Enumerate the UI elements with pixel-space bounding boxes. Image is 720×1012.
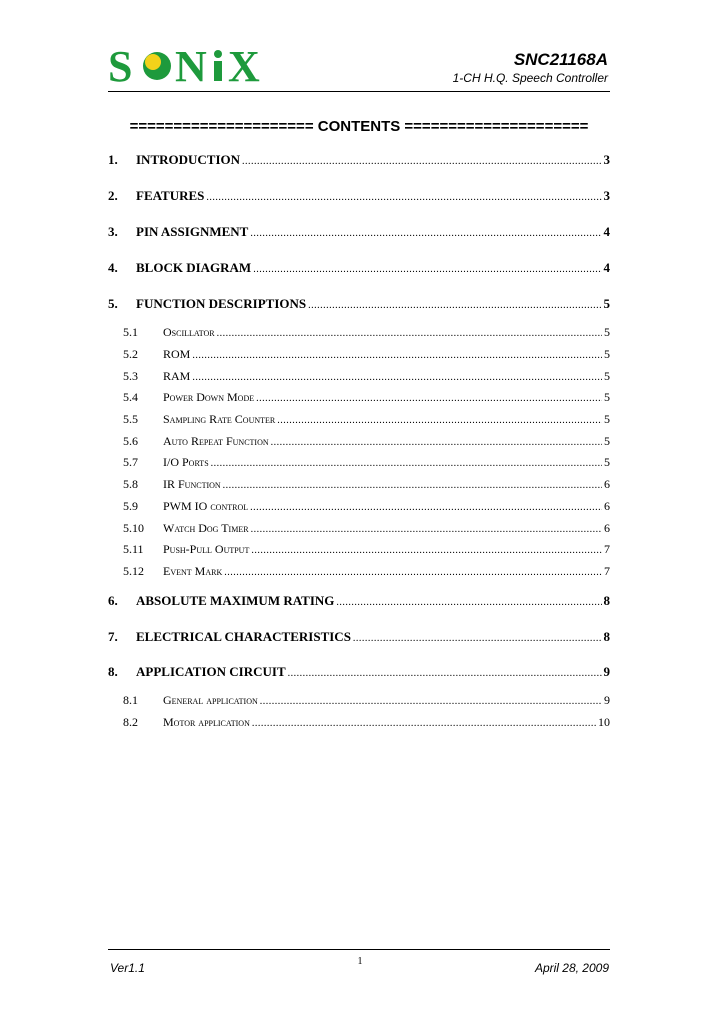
- toc-entry-page: 7: [604, 542, 610, 556]
- toc-entry[interactable]: [108, 542, 610, 557]
- toc-dot-leader: [217, 328, 602, 339]
- toc-entry-number: 5.10: [123, 521, 144, 535]
- toc-entry-title: INTRODUCTION: [136, 152, 241, 167]
- footer-rule: [108, 949, 610, 950]
- toc-entry[interactable]: [108, 369, 610, 384]
- toc-entry-number: 5.7: [123, 455, 138, 469]
- toc-entry-page: 5: [604, 455, 610, 469]
- toc-dot-leader: [336, 597, 601, 608]
- toc-entry-number: 6.: [108, 593, 118, 608]
- toc-dot-leader: [206, 192, 601, 203]
- toc-entry-title: ROM: [163, 347, 191, 361]
- toc-entry-page: 6: [604, 521, 610, 535]
- svg-text:S: S: [108, 43, 133, 85]
- contents-title: ===================== CONTENTS =====================: [129, 118, 589, 135]
- toc-entry[interactable]: [108, 477, 610, 492]
- toc-entry-page: 5: [604, 434, 610, 448]
- toc-entry-number: 5.: [108, 296, 118, 311]
- toc-entry-number: 1.: [108, 152, 118, 167]
- header-rule: [108, 91, 610, 92]
- toc-entry-number: 4.: [108, 260, 118, 275]
- toc-entry-number: 7.: [108, 629, 118, 644]
- toc-entry-title: RAM: [163, 369, 191, 383]
- toc-entry[interactable]: [108, 693, 610, 708]
- toc-entry-number: 5.3: [123, 369, 138, 383]
- toc-entry-title: PIN ASSIGNMENT: [136, 224, 249, 239]
- toc-entry-title: FEATURES: [136, 188, 205, 203]
- toc-entry-page: 6: [604, 477, 610, 491]
- toc-entry-title: IR Function: [163, 477, 221, 491]
- svg-text:N: N: [175, 43, 207, 85]
- toc-entry-number: 5.9: [123, 499, 138, 513]
- toc-entry-title: PWM IO control: [163, 499, 249, 513]
- toc-entry-page: 6: [604, 499, 610, 513]
- toc-dot-leader: [256, 393, 602, 404]
- toc-entry-page: 5: [604, 325, 610, 339]
- toc-entry-page: 5: [604, 369, 610, 383]
- toc-dot-leader: [192, 350, 602, 361]
- toc-entry-number: 5.11: [123, 542, 144, 556]
- product-subtitle: 1-CH H.Q. Speech Controller: [452, 71, 608, 85]
- toc-entry-number: 5.12: [123, 564, 144, 578]
- toc-entry-number: 3.: [108, 224, 118, 239]
- toc-entry[interactable]: [108, 188, 610, 204]
- toc-entry[interactable]: [108, 152, 610, 168]
- toc-entry-title: Event Mark: [163, 564, 223, 578]
- toc-entry-title: ABSOLUTE MAXIMUM RATING: [136, 593, 335, 608]
- toc-entry-title: Watch Dog Timer: [163, 521, 249, 535]
- toc-entry-page: 3: [603, 152, 610, 167]
- toc-entry-page: 10: [598, 715, 610, 729]
- model-number: SNC21168A: [513, 50, 608, 69]
- toc-entry[interactable]: [108, 629, 610, 645]
- toc-entry[interactable]: [108, 564, 610, 579]
- toc-entry-page: 9: [604, 693, 610, 707]
- toc-entry-title: Push-Pull Output: [163, 542, 250, 556]
- sonix-logo: [108, 43, 274, 85]
- footer-version: Ver1.1: [110, 961, 145, 975]
- toc-entry-title: Oscillator: [163, 325, 215, 339]
- toc-entry[interactable]: [108, 390, 610, 405]
- footer-page-number: 1: [357, 956, 363, 967]
- toc-entry-number: 5.6: [123, 434, 138, 448]
- toc-dot-leader: [223, 480, 602, 491]
- toc-entry-page: 5: [604, 412, 610, 426]
- toc-entry[interactable]: [108, 347, 610, 362]
- toc-dot-leader: [252, 718, 596, 729]
- toc-entry[interactable]: [108, 224, 610, 240]
- toc-entry[interactable]: [108, 325, 610, 340]
- toc-entry-number: 5.1: [123, 325, 138, 339]
- toc-entry[interactable]: [108, 296, 610, 312]
- toc-dot-leader: [251, 545, 602, 556]
- toc-entry-page: 9: [603, 664, 610, 679]
- toc-entry-page: 5: [604, 390, 610, 404]
- toc-entry-page: 8: [603, 629, 610, 644]
- toc-entry-title: Auto Repeat Function: [163, 434, 269, 448]
- document-header: [453, 50, 608, 86]
- toc-entry-title: Sampling Rate Counter: [163, 412, 276, 426]
- toc-entry[interactable]: [108, 521, 610, 536]
- toc-entry-number: 2.: [108, 188, 118, 203]
- toc-entry[interactable]: [108, 664, 610, 680]
- toc-entry-number: 5.2: [123, 347, 138, 361]
- footer-date: April 28, 2009: [534, 961, 609, 975]
- toc-entry[interactable]: [108, 499, 610, 514]
- toc-entry-page: 7: [604, 564, 610, 578]
- toc-dot-leader: [251, 524, 602, 535]
- toc-dot-leader: [277, 415, 602, 426]
- toc-entry-number: 5.8: [123, 477, 138, 491]
- toc-dot-leader: [211, 458, 602, 469]
- toc-entry-title: FUNCTION DESCRIPTIONS: [136, 296, 307, 311]
- toc-entry-title: ELECTRICAL CHARACTERISTICS: [136, 629, 351, 644]
- toc-dot-leader: [288, 668, 602, 679]
- toc-entry-title: BLOCK DIAGRAM: [136, 260, 252, 275]
- toc-entry-page: 4: [603, 260, 610, 275]
- toc-dot-leader: [250, 502, 602, 513]
- toc-dot-leader: [250, 228, 601, 239]
- toc-dot-leader: [253, 264, 601, 275]
- toc-dot-leader: [242, 156, 601, 167]
- toc-entry-page: 4: [603, 224, 610, 239]
- toc-dot-leader: [224, 567, 602, 578]
- toc-entry[interactable]: [108, 434, 610, 449]
- toc-dot-leader: [192, 372, 602, 383]
- toc-entry-title: APPLICATION CIRCUIT: [136, 664, 286, 679]
- svg-text:X: X: [228, 43, 260, 85]
- toc-entry-page: 5: [604, 347, 610, 361]
- toc-entry-title: Power Down Mode: [163, 390, 255, 404]
- toc-entry-number: 8.: [108, 664, 118, 679]
- toc-entry-page: 8: [603, 593, 610, 608]
- toc-entry[interactable]: [108, 455, 610, 470]
- toc-entry-page: 3: [603, 188, 610, 203]
- toc-entry-number: 8.2: [123, 715, 138, 729]
- toc-entry-number: 5.4: [123, 390, 138, 404]
- toc-dot-leader: [353, 633, 602, 644]
- toc-dot-leader: [308, 300, 601, 311]
- toc-entry[interactable]: [108, 412, 610, 427]
- toc-entry-number: 5.5: [123, 412, 138, 426]
- toc-entry-number: 8.1: [123, 693, 138, 707]
- toc-entry-title: Motor application: [163, 715, 250, 729]
- toc-dot-leader: [260, 696, 602, 707]
- toc-entry[interactable]: [108, 260, 610, 276]
- toc-dot-leader: [271, 437, 602, 448]
- toc-entry[interactable]: [108, 593, 610, 609]
- toc-entry-page: 5: [603, 296, 610, 311]
- toc-entry[interactable]: [108, 715, 610, 730]
- toc-entry-title: I/O Ports: [163, 455, 209, 469]
- toc-entry-title: General application: [163, 693, 258, 707]
